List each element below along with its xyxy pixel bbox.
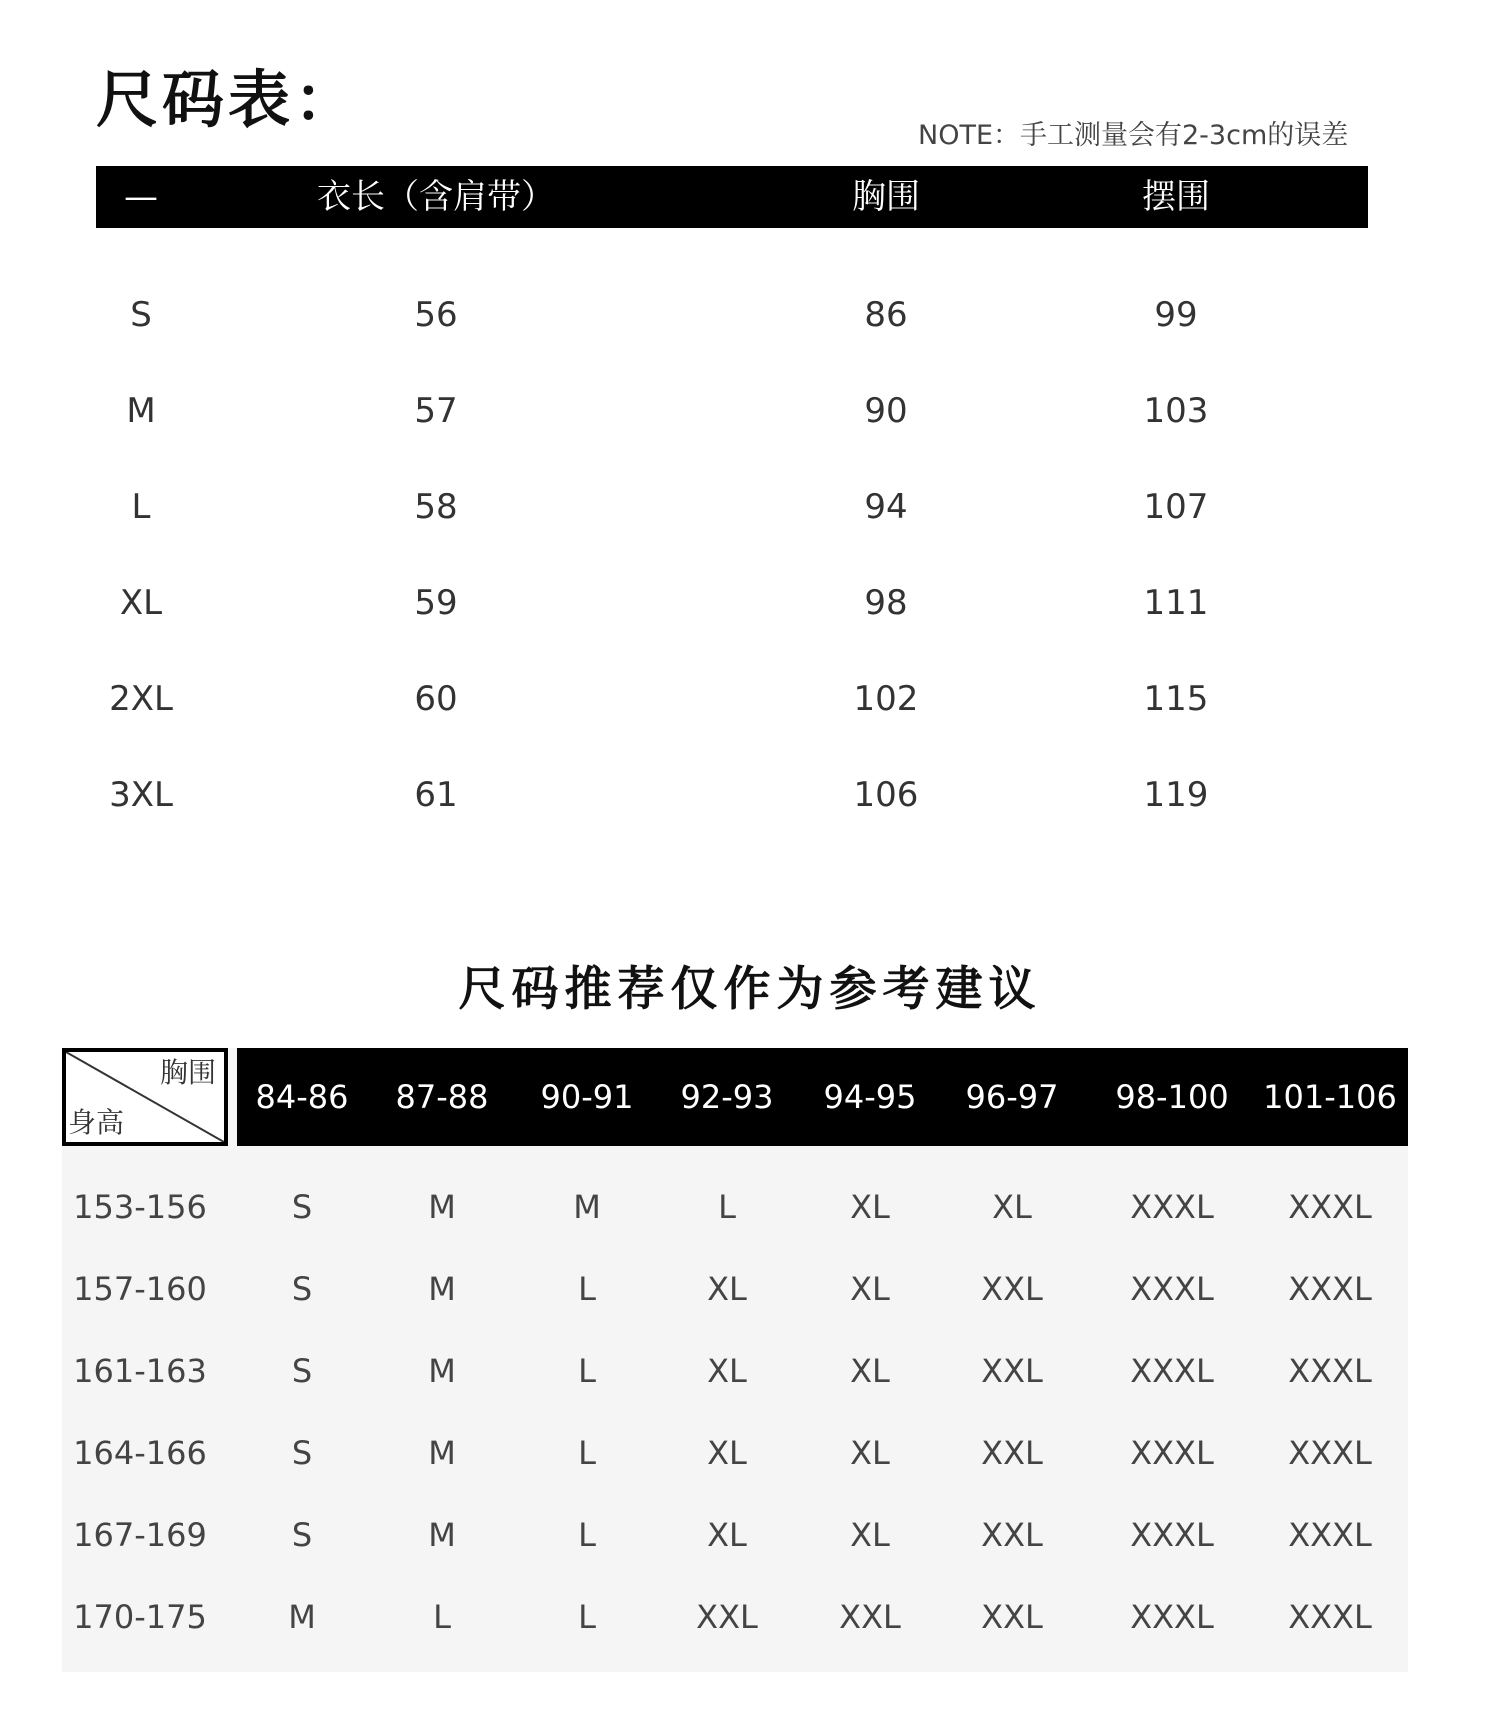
chest-cell: 94 <box>864 487 908 527</box>
size-cell: XL <box>850 1270 890 1308</box>
hem-cell: 99 <box>1154 295 1198 335</box>
size-cell: M <box>428 1352 456 1390</box>
size-cell: XL <box>850 1434 890 1472</box>
table-row <box>96 747 1368 843</box>
size-cell: XL <box>707 1270 747 1308</box>
size-cell: M <box>428 1434 456 1472</box>
size-cell: M <box>428 1188 456 1226</box>
size-cell: XXXL <box>1130 1516 1214 1554</box>
size-cell: XXL <box>981 1352 1043 1390</box>
size-cell: M <box>428 1516 456 1554</box>
measurement-note: NOTE：手工测量会有2-3cm的误差 <box>918 120 1349 151</box>
hem-cell: 119 <box>1143 775 1209 815</box>
size-cell: M <box>288 1598 316 1636</box>
chest-range-label: 84-86 <box>255 1078 349 1116</box>
height-cell: 153-156 <box>73 1188 207 1226</box>
length-cell: 60 <box>414 679 458 719</box>
size-cell: XL <box>850 1352 890 1390</box>
table-row <box>62 1412 1408 1494</box>
size-cell: XXL <box>981 1516 1043 1554</box>
hem-cell: 107 <box>1143 487 1209 527</box>
corner-cell <box>62 1048 228 1146</box>
table-row <box>96 651 1368 747</box>
size-cell: XXL <box>981 1598 1043 1636</box>
size-cell: L <box>578 1598 596 1636</box>
size-cell: S <box>291 1352 313 1390</box>
size-cell: XXXL <box>1288 1598 1372 1636</box>
size-cell: XXXL <box>1130 1270 1214 1308</box>
chest-range-label: 96-97 <box>965 1078 1059 1116</box>
size-cell: L <box>578 1352 596 1390</box>
recommendation-table <box>62 1048 1408 1672</box>
size-cell: L <box>578 1270 596 1308</box>
size-cell: XL <box>992 1188 1032 1226</box>
size-cell: L <box>578 1516 596 1554</box>
size-chart-header <box>96 166 1368 228</box>
table-row <box>96 555 1368 651</box>
size-cell: XXL <box>981 1434 1043 1472</box>
size-cell: XXXL <box>1130 1598 1214 1636</box>
chest-range-label: 101-106 <box>1263 1078 1397 1116</box>
table-row <box>96 363 1368 459</box>
size-cell: M <box>573 1188 601 1226</box>
size-cell: 3XL <box>109 775 173 815</box>
size-cell: XXXL <box>1288 1516 1372 1554</box>
size-cell: XXXL <box>1130 1434 1214 1472</box>
size-cell: S <box>291 1516 313 1554</box>
header-size: — <box>124 177 158 217</box>
hem-cell: 115 <box>1143 679 1209 719</box>
size-cell: XXL <box>696 1598 758 1636</box>
height-cell: 170-175 <box>73 1598 207 1636</box>
chest-cell: 102 <box>853 679 919 719</box>
size-cell: XXXL <box>1288 1434 1372 1472</box>
table-row <box>62 1166 1408 1248</box>
table-row <box>62 1576 1408 1658</box>
size-chart-table <box>96 166 1368 843</box>
table-row <box>62 1494 1408 1576</box>
table-row <box>62 1248 1408 1330</box>
chest-range-label: 92-93 <box>680 1078 774 1116</box>
chest-range-label: 94-95 <box>823 1078 917 1116</box>
size-cell: M <box>126 391 156 431</box>
header-chest: 胸围 <box>852 177 920 217</box>
size-cell: L <box>131 487 151 527</box>
chest-range-label: 87-88 <box>395 1078 489 1116</box>
size-cell: 2XL <box>109 679 173 719</box>
size-cell: L <box>578 1434 596 1472</box>
length-cell: 57 <box>414 391 458 431</box>
length-cell: 61 <box>414 775 458 815</box>
chest-range-label: 90-91 <box>540 1078 634 1116</box>
size-cell: XXXL <box>1130 1352 1214 1390</box>
chest-range-header <box>237 1048 1408 1146</box>
size-cell: M <box>428 1270 456 1308</box>
corner-label-chest: 胸围 <box>159 1056 216 1089</box>
table-row <box>96 459 1368 555</box>
size-cell: L <box>433 1598 451 1636</box>
size-cell: S <box>291 1270 313 1308</box>
chest-cell: 98 <box>864 583 908 623</box>
size-cell: S <box>130 295 152 335</box>
size-cell: XL <box>707 1434 747 1472</box>
size-cell: S <box>291 1434 313 1472</box>
chest-range-label: 98-100 <box>1115 1078 1229 1116</box>
size-cell: XL <box>850 1516 890 1554</box>
size-cell: XXXL <box>1130 1188 1214 1226</box>
chest-cell: 90 <box>864 391 908 431</box>
length-cell: 59 <box>414 583 458 623</box>
size-cell: S <box>291 1188 313 1226</box>
size-cell: L <box>718 1188 736 1226</box>
table-row <box>96 267 1368 363</box>
size-cell: XL <box>119 583 163 623</box>
hem-cell: 111 <box>1143 583 1209 623</box>
size-cell: XXL <box>839 1598 901 1636</box>
height-cell: 167-169 <box>73 1516 207 1554</box>
hem-cell: 103 <box>1143 391 1209 431</box>
length-cell: 58 <box>414 487 458 527</box>
corner-label-height: 身高 <box>68 1106 125 1139</box>
size-cell: XXXL <box>1288 1270 1372 1308</box>
height-cell: 157-160 <box>73 1270 207 1308</box>
table-row <box>62 1330 1408 1412</box>
size-cell: XL <box>707 1352 747 1390</box>
chest-cell: 86 <box>864 295 908 335</box>
size-cell: XL <box>707 1516 747 1554</box>
header-length: 衣长（含肩带） <box>317 177 555 217</box>
chest-cell: 106 <box>853 775 919 815</box>
height-cell: 161-163 <box>73 1352 207 1390</box>
length-cell: 56 <box>414 295 458 335</box>
size-cell: XXXL <box>1288 1352 1372 1390</box>
height-cell: 164-166 <box>73 1434 207 1472</box>
header-hem: 摆围 <box>1142 177 1210 217</box>
page-title: 尺码表： <box>96 63 361 136</box>
size-cell: XXXL <box>1288 1188 1372 1226</box>
size-cell: XXL <box>981 1270 1043 1308</box>
recommendation-title: 尺码推荐仅作为参考建议 <box>458 962 1042 1017</box>
size-cell: XL <box>850 1188 890 1226</box>
